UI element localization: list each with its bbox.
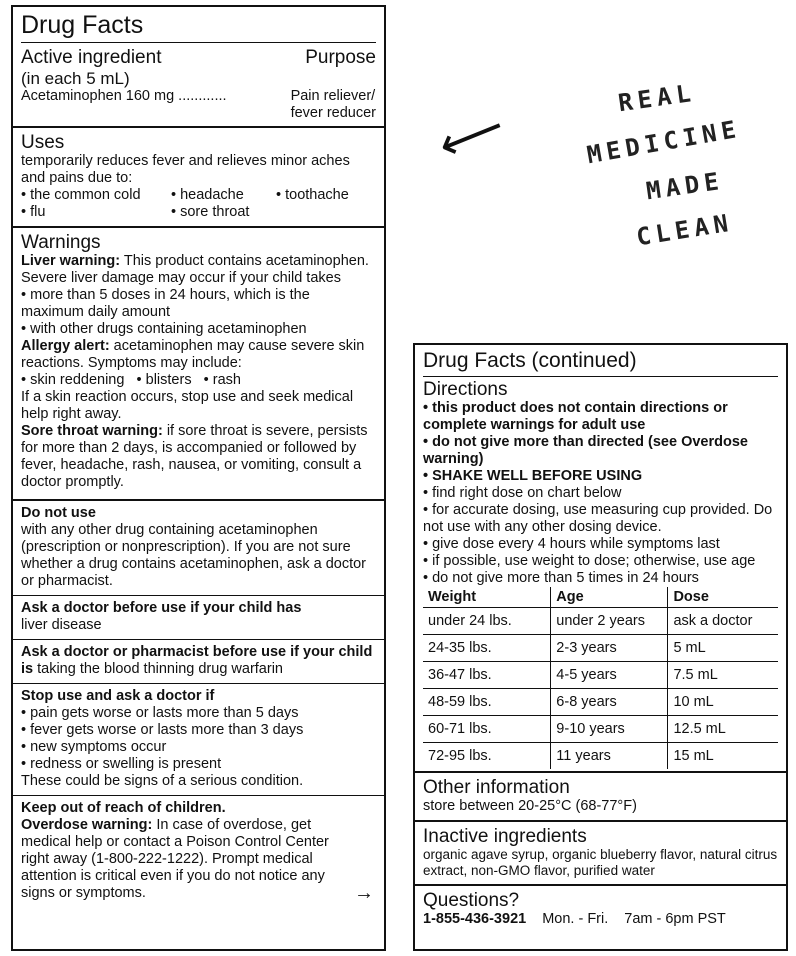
inactive-ingredients-section [415,822,786,886]
table-cell: under 24 lbs. [423,608,551,635]
liver-warning-text: This product contains acetaminophen. Severe liver damage may occur if your child takes [21,253,369,286]
table-cell: 10 mL [668,689,778,716]
stamp-line-3: MADE [644,166,726,206]
stamp-line-1: REAL [616,78,698,118]
warnings-section [13,228,384,501]
sore-throat-text: if sore throat is severe, persists for more than 2 days, is accompanied or followed by fever, headache, rash, nausea, or vomiting, consult a doctor promptly. [21,423,368,490]
table-row [423,689,778,716]
uses-title: Uses [21,132,65,153]
directions-section [415,345,786,773]
active-ingredient-header: Active ingredient [21,47,162,68]
list-item: • flu [21,204,171,221]
inactive-text: organic agave syrup, organic blueberry flavor, natural citrus extract, non-GMO flavor, purified water [423,847,778,878]
overdose-label: Overdose warning: [21,817,153,833]
list-item: • SHAKE WELL BEFORE USING [423,468,778,485]
other-information-section [415,773,786,822]
table-cell: 11 years [551,743,668,770]
stop-use-section [13,684,384,796]
active-sub: (in each 5 mL) [21,69,130,88]
stamp-line-4: CLEAN [634,208,735,252]
drug-facts-continued-panel [413,343,788,951]
list-item: • rash [204,372,241,388]
list-item: • for accurate dosing, use measuring cup provided. Do not use with any other dosing device. [423,502,778,536]
ask-pharmacist-section [13,640,384,684]
left-arrow-icon: ⟵ [430,98,512,172]
list-item: • new symptoms occur [21,739,376,756]
keep-out-section [13,796,384,907]
list-item: • this product does not contain directions or complete warnings for adult use [423,400,778,434]
uses-text: temporarily reduces fever and relieves minor aches and pains due to: [21,153,350,186]
other-info-title: Other information [423,777,570,798]
active-ingredient-section [13,7,384,128]
do-not-use-text: with any other drug containing acetaminophen (prescription or nonprescription). If you are not sure whether a drug contains acetaminophen, ask a doctor or pharmacist. [21,522,366,589]
service-days: Mon. - Fri. [542,911,609,927]
list-item: • toothache [276,187,376,204]
table-cell: 24-35 lbs. [423,635,551,662]
table-cell: 48-59 lbs. [423,689,551,716]
table-cell: 60-71 lbs. [423,716,551,743]
list-item: • headache [171,187,276,204]
table-cell: 9-10 years [551,716,668,743]
table-row [423,716,778,743]
table-row [423,608,778,635]
table-row [423,743,778,770]
questions-section [415,886,786,933]
do-not-use-section [13,501,384,596]
allergy-alert-text: acetaminophen may cause severe skin reactions. Symptoms may include: [21,338,365,371]
service-hours: 7am - 6pm PST [624,911,726,927]
list-item: • the common cold [21,187,171,204]
phone-number: 1-855-436-3921 [423,911,527,927]
purpose-line-1: Pain reliever/ [290,88,376,104]
stop-use-title: Stop use and ask a doctor if [21,688,215,704]
list-item: • redness or swelling is present [21,756,376,773]
list-item: • give dose every 4 hours while symptoms last [423,536,778,553]
table-header: Dose [668,587,778,608]
drug-facts-panel [11,5,386,951]
overdose-text: In case of overdose, get medical help or contact a Poison Control Center right away (1-800-222-1222). Prompt medical attention is critical even if you do not notice any signs or symptoms. [21,817,329,901]
list-item: • with other drugs containing acetaminophen [21,321,376,338]
drug-facts-title: Drug Facts [21,11,376,43]
table-cell: 7.5 mL [668,662,778,689]
inactive-title: Inactive ingredients [423,826,587,847]
list-item: • more than 5 doses in 24 hours, which is the maximum daily amount [21,287,376,321]
list-item: • find right dose on chart below [423,485,778,502]
liver-warning-label: Liver warning: [21,253,121,269]
table-row [423,635,778,662]
table-cell: under 2 years [551,608,668,635]
list-item: • fever gets worse or lasts more than 3 days [21,722,376,739]
allergy-after-text: If a skin reaction occurs, stop use and seek medical help right away. [21,389,354,422]
allergy-alert-label: Allergy alert: [21,338,110,354]
purpose-header: Purpose [305,47,376,68]
ask-doctor-text: liver disease [21,617,102,633]
other-info-text: store between 20-25°C (68-77°F) [423,798,637,814]
ingredient-name: Acetaminophen 160 mg ............ [21,88,227,104]
continue-arrow-icon: → [354,882,374,904]
ask-doctor-section [13,596,384,640]
ask-pharmacist-text: taking the blood thinning drug warfarin [33,661,283,677]
ask-pharmacist-title: Ask a doctor or pharmacist before use if your child is [21,644,373,677]
table-cell: 15 mL [673,748,714,764]
ask-doctor-title: Ask a doctor before use if your child has [21,600,302,616]
purpose-line-2: fever reducer [290,105,376,121]
table-row [423,662,778,689]
stamp-line-2: MEDICINE [584,114,743,170]
table-cell: 72-95 lbs. [423,743,551,770]
list-item: • pain gets worse or lasts more than 5 days [21,705,376,722]
warnings-title: Warnings [21,232,101,253]
sore-throat-label: Sore throat warning: [21,423,163,439]
list-item: • if possible, use weight to dose; otherwise, use age [423,553,778,570]
list-item: • skin reddening [21,372,124,388]
table-cell: 2-3 years [551,635,668,662]
continued-title: Drug Facts (continued) [423,349,778,377]
keep-out-title: Keep out of reach of children. [21,800,226,816]
uses-section [13,128,384,228]
list-item: • sore throat [171,204,276,221]
table-header: Age [551,587,668,608]
table-cell: ask a doctor [668,608,778,635]
table-cell: 5 mL [668,635,778,662]
table-cell: 6-8 years [551,689,668,716]
dosage-table [423,587,778,769]
list-item: • do not give more than 5 times in 24 hours [423,570,778,587]
table-cell: 12.5 mL [668,716,778,743]
table-cell: 36-47 lbs. [423,662,551,689]
questions-title: Questions? [423,890,520,911]
list-item: • blisters [137,372,192,388]
stop-use-after: These could be signs of a serious condition. [21,773,304,789]
list-item: • do not give more than directed (see Overdose warning) [423,434,778,468]
table-header: Weight [423,587,551,608]
do-not-use-title: Do not use [21,505,96,521]
table-cell: 4-5 years [551,662,668,689]
directions-title: Directions [423,379,508,400]
